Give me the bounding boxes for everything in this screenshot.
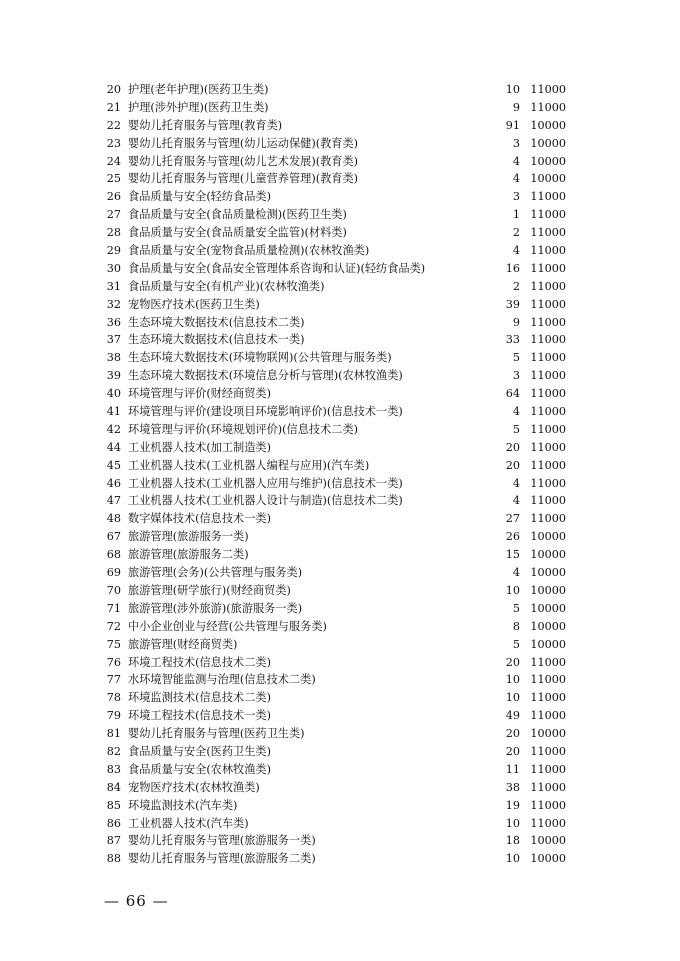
row-code: 75 — [106, 637, 121, 651]
row-count: 4 — [512, 244, 520, 258]
row-major-name: 生态环境大数据技术(环境物联网)(公共管理与服务类) — [128, 351, 392, 365]
row-code: 81 — [106, 727, 121, 741]
table-row — [0, 385, 680, 403]
row-major-name: 工业机器人技术(工业机器人设计与制造)(信息技术二类) — [128, 494, 403, 508]
table-row — [0, 636, 680, 654]
row-fee: 11000 — [530, 261, 566, 275]
row-major-name: 环境管理与评价(建设项目环境影响评价)(信息技术一类) — [128, 405, 403, 419]
table-row — [0, 671, 680, 689]
table-row — [0, 260, 680, 278]
row-code: 67 — [106, 530, 121, 544]
row-code: 27 — [106, 208, 121, 222]
row-major-name: 婴幼儿托育服务与管理(幼儿运动保健)(教育类) — [128, 136, 359, 150]
row-code: 45 — [106, 458, 121, 472]
table-row — [0, 170, 680, 188]
table-row — [0, 99, 680, 117]
table-row — [0, 743, 680, 761]
row-count: 3 — [512, 190, 520, 204]
row-major-name: 生态环境大数据技术(环境信息分析与管理)(农林牧渔类) — [128, 369, 403, 383]
row-fee: 11000 — [530, 709, 566, 723]
row-fee: 11000 — [530, 100, 566, 114]
row-count: 10 — [505, 816, 520, 830]
row-fee: 11000 — [530, 655, 566, 669]
table-row — [0, 689, 680, 707]
page-number: — 66 — — [104, 892, 169, 910]
row-fee: 11000 — [530, 333, 566, 347]
row-code: 72 — [106, 619, 121, 633]
row-count: 33 — [505, 333, 520, 347]
row-count: 5 — [512, 351, 520, 365]
row-major-name: 食品质量与安全(有机产业)(农林牧渔类) — [128, 279, 325, 293]
row-count: 8 — [512, 619, 520, 633]
row-fee: 11000 — [530, 780, 566, 794]
row-count: 20 — [505, 744, 520, 758]
row-count: 15 — [505, 548, 520, 562]
table-row — [0, 421, 680, 439]
row-fee: 10000 — [530, 727, 566, 741]
row-fee: 11000 — [530, 369, 566, 383]
row-count: 3 — [512, 136, 520, 150]
row-count: 19 — [505, 798, 520, 812]
row-major-name: 旅游管理(会务)(公共管理与服务类) — [128, 566, 303, 580]
table-row — [0, 761, 680, 779]
row-major-name: 生态环境大数据技术(信息技术二类) — [128, 315, 305, 329]
row-major-name: 护理(老年护理)(医药卫生类) — [128, 83, 269, 96]
row-count: 10 — [505, 673, 520, 687]
row-major-name: 食品质量与安全(轻纺食品类) — [128, 190, 271, 204]
row-count: 20 — [505, 440, 520, 454]
row-count: 5 — [512, 637, 520, 651]
row-fee: 10000 — [530, 136, 566, 150]
row-count: 49 — [505, 709, 520, 723]
row-count: 64 — [505, 387, 520, 401]
row-code: 24 — [106, 154, 121, 168]
table-row — [0, 81, 680, 99]
row-code: 48 — [106, 512, 121, 526]
row-fee: 11000 — [530, 691, 566, 705]
row-fee: 10000 — [530, 619, 566, 633]
row-fee: 10000 — [530, 172, 566, 186]
row-major-name: 环境工程技术(信息技术一类) — [128, 709, 271, 723]
row-fee: 11000 — [530, 816, 566, 830]
row-major-name: 环境监测技术(汽车类) — [128, 798, 238, 812]
table-row — [0, 564, 680, 582]
row-major-name: 食品质量与安全(食品质量检测)(医药卫生类) — [128, 208, 347, 222]
row-count: 5 — [512, 601, 520, 615]
row-count: 4 — [512, 405, 520, 419]
row-major-name: 食品质量与安全(食品安全管理体系咨询和认证)(轻纺食品类) — [128, 261, 426, 275]
table-row — [0, 850, 680, 868]
row-major-name: 宠物医疗技术(医药卫生类) — [128, 297, 260, 311]
table-row — [0, 349, 680, 367]
row-major-name: 婴幼儿托育服务与管理(教育类) — [128, 118, 283, 132]
row-count: 39 — [505, 297, 520, 311]
row-fee: 11000 — [530, 673, 566, 687]
table-row — [0, 224, 680, 242]
table-row — [0, 242, 680, 260]
table-row — [0, 188, 680, 206]
row-count: 20 — [505, 458, 520, 472]
table-row — [0, 600, 680, 618]
table-row — [0, 618, 680, 636]
row-code: 85 — [106, 798, 121, 812]
table-row — [0, 707, 680, 725]
row-fee: 11000 — [530, 458, 566, 472]
row-count: 16 — [505, 261, 520, 275]
row-count: 4 — [512, 476, 520, 490]
table-row — [0, 510, 680, 528]
row-count: 4 — [512, 566, 520, 580]
row-code: 46 — [106, 476, 121, 490]
row-count: 10 — [505, 583, 520, 597]
row-count: 11 — [505, 762, 520, 776]
row-fee: 11000 — [530, 405, 566, 419]
row-code: 83 — [106, 762, 121, 776]
major-table — [0, 81, 680, 868]
row-count: 2 — [512, 226, 520, 240]
row-code: 40 — [106, 387, 121, 401]
row-count: 2 — [512, 279, 520, 293]
table-row — [0, 314, 680, 332]
table-row — [0, 832, 680, 850]
row-code: 77 — [106, 673, 121, 687]
row-code: 22 — [106, 118, 121, 132]
row-fee: 11000 — [530, 476, 566, 490]
row-count: 3 — [512, 369, 520, 383]
table-row — [0, 582, 680, 600]
row-code: 25 — [106, 172, 121, 186]
row-major-name: 环境管理与评价(环境规划评价)(信息技术二类) — [128, 422, 359, 436]
table-row — [0, 278, 680, 296]
row-count: 10 — [505, 83, 520, 96]
row-fee: 10000 — [530, 118, 566, 132]
row-major-name: 生态环境大数据技术(信息技术一类) — [128, 333, 305, 347]
table-row — [0, 546, 680, 564]
table-row — [0, 117, 680, 135]
row-code: 70 — [106, 583, 121, 597]
row-major-name: 旅游管理(涉外旅游)(旅游服务一类) — [128, 601, 303, 615]
row-major-name: 旅游管理(旅游服务一类) — [128, 530, 249, 544]
row-count: 4 — [512, 172, 520, 186]
row-count: 20 — [505, 655, 520, 669]
row-major-name: 婴幼儿托育服务与管理(儿童营养管理)(教育类) — [128, 172, 359, 186]
row-fee: 11000 — [530, 351, 566, 365]
row-code: 78 — [106, 691, 121, 705]
row-fee: 11000 — [530, 387, 566, 401]
row-major-name: 数字媒体技术(信息技术一类) — [128, 512, 271, 526]
row-fee: 11000 — [530, 744, 566, 758]
row-count: 1 — [512, 208, 520, 222]
row-code: 71 — [106, 601, 121, 615]
row-code: 86 — [106, 816, 121, 830]
row-major-name: 水环境智能监测与治理(信息技术二类) — [128, 673, 316, 687]
row-code: 69 — [106, 566, 121, 580]
row-code: 23 — [106, 136, 121, 150]
row-fee: 11000 — [530, 244, 566, 258]
row-code: 87 — [106, 834, 121, 848]
row-count: 10 — [505, 691, 520, 705]
row-code: 37 — [106, 333, 121, 347]
row-code: 39 — [106, 369, 121, 383]
row-fee: 11000 — [530, 512, 566, 526]
table-row — [0, 528, 680, 546]
row-count: 20 — [505, 727, 520, 741]
row-fee: 10000 — [530, 566, 566, 580]
row-fee: 10000 — [530, 852, 566, 866]
row-major-name: 工业机器人技术(加工制造类) — [128, 440, 271, 454]
row-code: 82 — [106, 744, 121, 758]
row-major-name: 工业机器人技术(工业机器人编程与应用)(汽车类) — [128, 458, 370, 472]
row-code: 29 — [106, 244, 121, 258]
row-major-name: 中小企业创业与经营(公共管理与服务类) — [128, 619, 327, 633]
row-code: 26 — [106, 190, 121, 204]
row-major-name: 工业机器人技术(工业机器人应用与维护)(信息技术一类) — [128, 476, 403, 490]
row-major-name: 婴幼儿托育服务与管理(旅游服务二类) — [128, 852, 316, 866]
table-row — [0, 153, 680, 171]
row-fee: 10000 — [530, 583, 566, 597]
row-code: 36 — [106, 315, 121, 329]
row-code: 68 — [106, 548, 121, 562]
table-row — [0, 492, 680, 510]
row-code: 31 — [106, 279, 121, 293]
row-count: 38 — [505, 780, 520, 794]
row-code: 41 — [106, 405, 121, 419]
table-row — [0, 331, 680, 349]
row-fee: 11000 — [530, 440, 566, 454]
row-fee: 10000 — [530, 154, 566, 168]
row-fee: 10000 — [530, 530, 566, 544]
row-major-name: 环境管理与评价(财经商贸类) — [128, 387, 271, 401]
table-row — [0, 654, 680, 672]
table-row — [0, 206, 680, 224]
row-code: 79 — [106, 709, 121, 723]
row-major-name: 婴幼儿托育服务与管理(医药卫生类) — [128, 727, 305, 741]
row-fee: 11000 — [530, 226, 566, 240]
row-fee: 11000 — [530, 494, 566, 508]
row-code: 47 — [106, 494, 121, 508]
row-major-name: 旅游管理(研学旅行)(财经商贸类) — [128, 583, 291, 597]
row-fee: 11000 — [530, 422, 566, 436]
row-count: 9 — [512, 100, 520, 114]
table-row — [0, 475, 680, 493]
row-major-name: 食品质量与安全(宠物食品质量检测)(农林牧渔类) — [128, 244, 370, 258]
row-major-name: 食品质量与安全(食品质量安全监管)(材料类) — [128, 226, 347, 240]
row-count: 5 — [512, 422, 520, 436]
row-count: 18 — [505, 834, 520, 848]
row-code: 28 — [106, 226, 121, 240]
row-code: 44 — [106, 440, 121, 454]
row-major-name: 护理(涉外护理)(医药卫生类) — [128, 100, 269, 114]
table-row — [0, 403, 680, 421]
table-row — [0, 439, 680, 457]
row-code: 20 — [106, 83, 121, 96]
row-major-name: 宠物医疗技术(农林牧渔类) — [128, 780, 260, 794]
row-count: 91 — [505, 118, 520, 132]
row-count: 9 — [512, 315, 520, 329]
row-count: 26 — [505, 530, 520, 544]
row-fee: 11000 — [530, 798, 566, 812]
row-count: 4 — [512, 494, 520, 508]
row-code: 84 — [106, 780, 121, 794]
row-code: 42 — [106, 422, 121, 436]
row-major-name: 环境工程技术(信息技术二类) — [128, 655, 271, 669]
row-code: 30 — [106, 261, 121, 275]
table-row — [0, 296, 680, 314]
row-fee: 11000 — [530, 279, 566, 293]
row-major-name: 婴幼儿托育服务与管理(幼儿艺术发展)(教育类) — [128, 154, 359, 168]
row-code: 21 — [106, 100, 121, 114]
table-row — [0, 725, 680, 743]
row-fee: 10000 — [530, 637, 566, 651]
table-row — [0, 135, 680, 153]
row-fee: 10000 — [530, 601, 566, 615]
row-count: 27 — [505, 512, 520, 526]
row-fee: 10000 — [530, 834, 566, 848]
row-count: 4 — [512, 154, 520, 168]
row-fee: 11000 — [530, 190, 566, 204]
table-row — [0, 457, 680, 475]
row-major-name: 旅游管理(旅游服务二类) — [128, 548, 249, 562]
row-major-name: 婴幼儿托育服务与管理(旅游服务一类) — [128, 834, 316, 848]
row-major-name: 工业机器人技术(汽车类) — [128, 816, 249, 830]
table-row — [0, 779, 680, 797]
row-major-name: 环境监测技术(信息技术二类) — [128, 691, 271, 705]
row-fee: 11000 — [530, 762, 566, 776]
row-code: 32 — [106, 297, 121, 311]
row-code: 76 — [106, 655, 121, 669]
row-fee: 11000 — [530, 297, 566, 311]
table-row — [0, 797, 680, 815]
row-major-name: 食品质量与安全(农林牧渔类) — [128, 762, 271, 776]
row-major-name: 食品质量与安全(医药卫生类) — [128, 744, 271, 758]
row-count: 10 — [505, 852, 520, 866]
table-row — [0, 815, 680, 833]
row-code: 88 — [106, 852, 121, 866]
row-fee: 11000 — [530, 315, 566, 329]
row-major-name: 旅游管理(财经商贸类) — [128, 637, 238, 651]
row-code: 38 — [106, 351, 121, 365]
row-fee: 11000 — [530, 208, 566, 222]
row-fee: 10000 — [530, 548, 566, 562]
row-fee: 11000 — [530, 83, 566, 96]
table-row — [0, 367, 680, 385]
